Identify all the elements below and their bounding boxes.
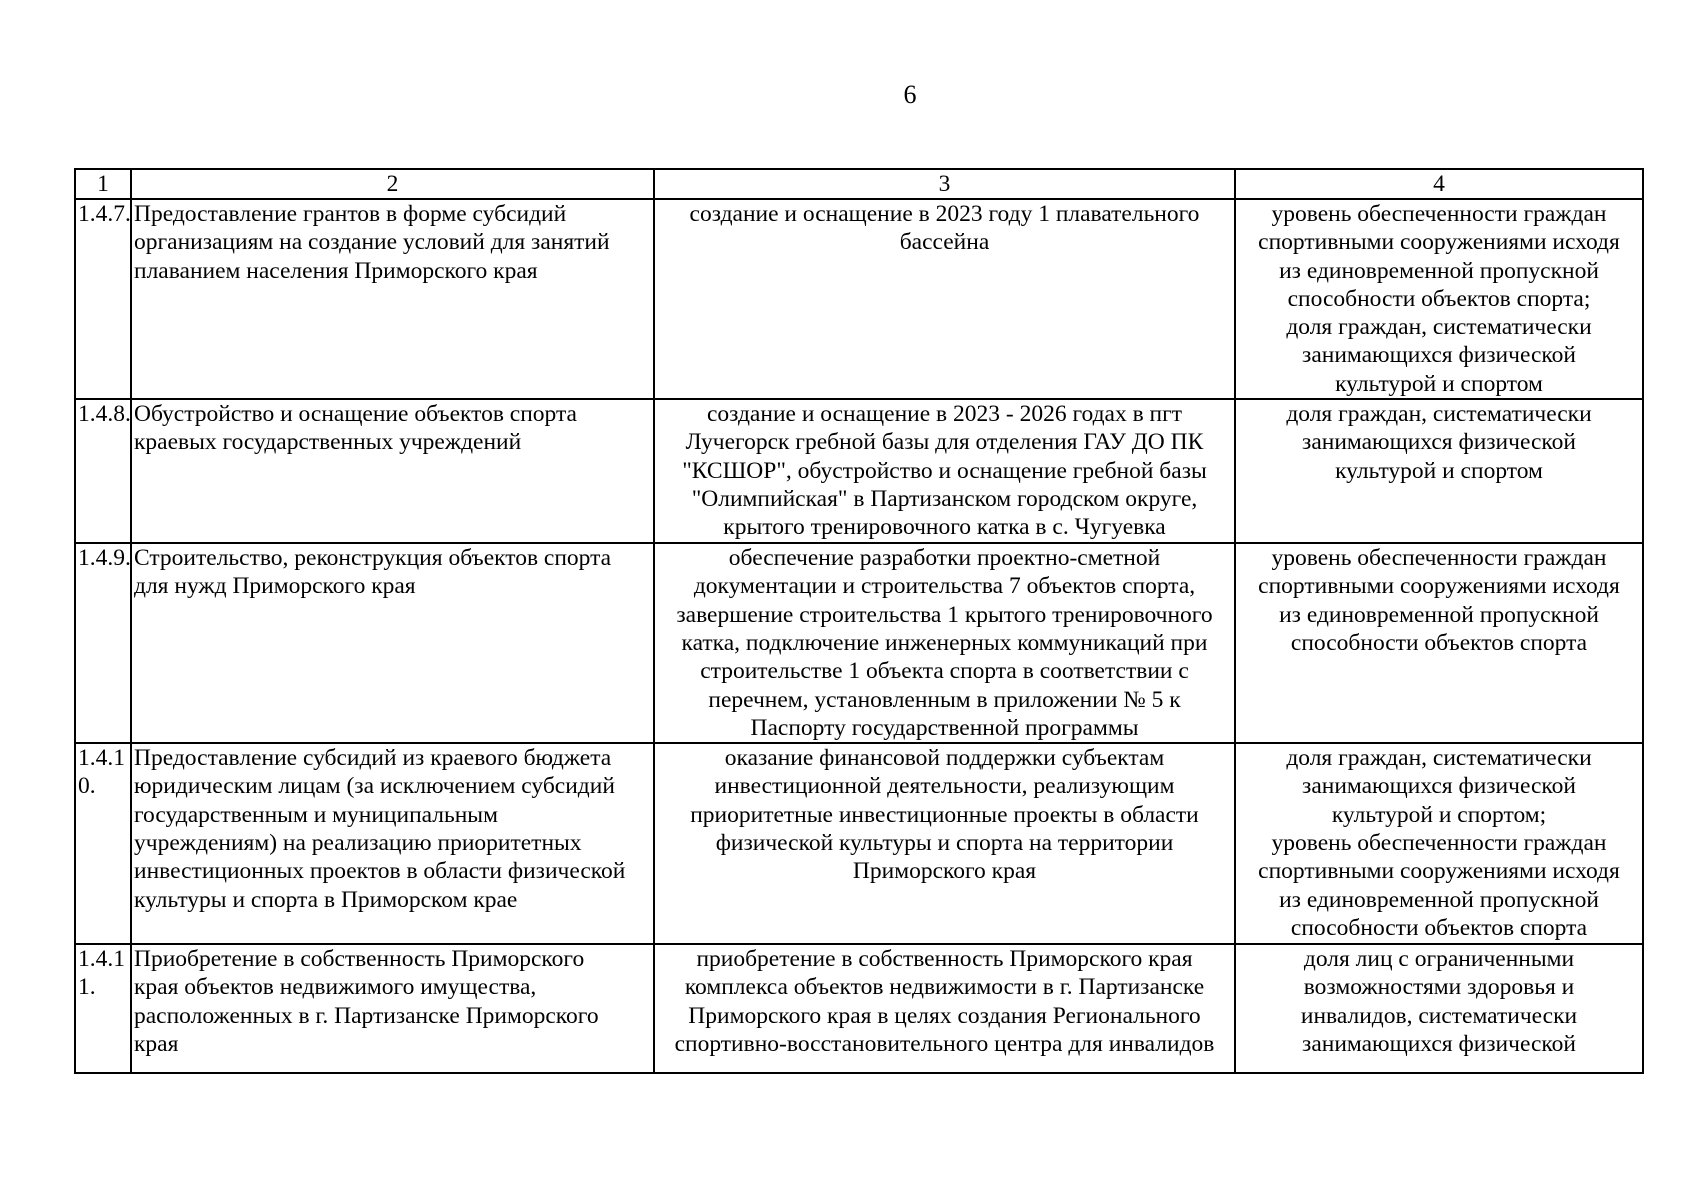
table-row [75,199,1643,399]
measure-result: приобретение в собственность Приморского края комплекса объектов недвижимости в г. Партизанске Приморского края в целях создания Регионального спортивно-восстановительного центра для инвалидов [654,944,1235,1073]
table-row [75,944,1643,1073]
measure-result: обеспечение разработки проектно-сметной документации и строительства 7 объектов спорта, завершение строительства 1 крытого тренировочного катка, подключение инженерных коммуникаций при строительстве 1 объекта спорта в соответствии с перечнем, установленным в приложении № 5 к Паспорту государственной программы [654,543,1235,743]
measure-title: Приобретение в собственность Приморского края объектов недвижимого имущества, расположенных в г. Партизанске Приморского края [131,944,654,1073]
table-row [75,743,1643,944]
table-row [75,399,1643,543]
measure-result: создание и оснащение в 2023 году 1 плавательного бассейна [654,199,1235,399]
page-number: 6 [903,80,917,109]
table-row [75,543,1643,743]
measure-title: Предоставление субсидий из краевого бюджета юридическим лицам (за исключением субсидий государственным и муниципальным учреждениям) на реализацию приоритетных инвестиционных проектов в области физической культуры и спорта в Приморском крае [131,743,654,944]
row-number: 1.4.1 0. [75,743,131,944]
table-header-row [75,169,1643,199]
measure-title: Строительство, реконструкция объектов спорта для нужд Приморского края [131,543,654,743]
row-number: 1.4.7. [75,199,131,399]
row-number: 1.4.1 1. [75,944,131,1073]
measure-indicator: доля граждан, систематически занимающихся физической культурой и спортом; уровень обеспеченности граждан спортивными сооружениями исходя из единовременной пропускной способности объектов спорта [1235,743,1643,944]
measure-result: оказание финансовой поддержки субъектам инвестиционной деятельности, реализующим приоритетные инвестиционные проекты в области физической культуры и спорта на территории Приморского края [654,743,1235,944]
measure-indicator: доля граждан, систематически занимающихся физической культурой и спортом [1235,399,1643,543]
row-number: 1.4.9. [75,543,131,743]
measure-indicator: доля лиц с ограниченными возможностями здоровья и инвалидов, систематически занимающихся физической [1235,944,1643,1073]
measure-indicator: уровень обеспеченности граждан спортивными сооружениями исходя из единовременной пропускной способности объектов спорта; доля граждан, систематически занимающихся физической культурой и спортом [1235,199,1643,399]
row-number: 1.4.8. [75,399,131,543]
measure-title: Обустройство и оснащение объектов спорта краевых государственных учреждений [131,399,654,543]
header-cell-2: 2 [131,169,654,199]
header-cell-4: 4 [1235,169,1643,199]
measure-title: Предоставление грантов в форме субсидий организациям на создание условий для занятий плаванием населения Приморского края [131,199,654,399]
measure-indicator: уровень обеспеченности граждан спортивными сооружениями исходя из единовременной пропускной способности объектов спорта [1235,543,1643,743]
measures-table [74,168,1644,1074]
header-cell-1: 1 [75,169,131,199]
measure-result: создание и оснащение в 2023 - 2026 годах в пгт Лучегорск гребной базы для отделения ГАУ ДО ПК "КСШОР", обустройство и оснащение гребной базы "Олимпийская" в Партизанском городском округе, крытого тренировочного катка в с. Чугуевка [654,399,1235,543]
header-cell-3: 3 [654,169,1235,199]
